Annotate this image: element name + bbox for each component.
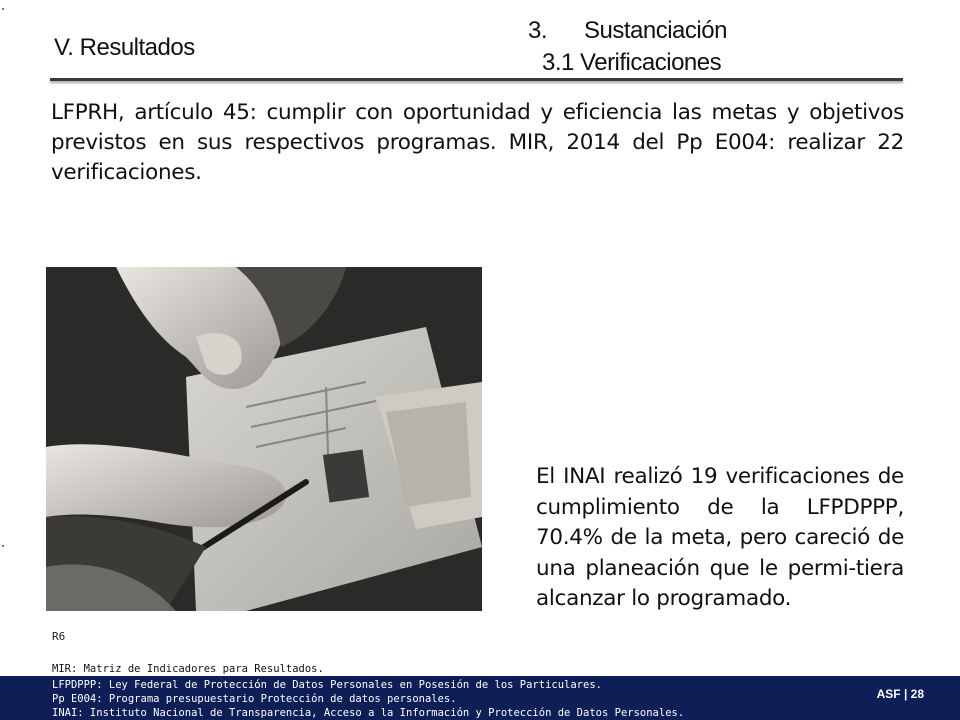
heading-title: Sustanciación bbox=[584, 17, 727, 44]
heading-line bbox=[528, 14, 768, 48]
page-label: ASF | 28 bbox=[876, 687, 924, 701]
footer-notes bbox=[52, 678, 842, 720]
footnote-pp: Pp E004: Programa presupuestario Protección de datos personales. bbox=[52, 693, 457, 705]
footnote-inai: INAI: Instituto Nacional de Transparencia, Acceso a la Información y Protección de Datos Personales. bbox=[52, 707, 685, 719]
footer-bar bbox=[0, 676, 960, 720]
footnote-mir: MIR: Matriz de Indicadores para Resultados. bbox=[52, 663, 324, 675]
document-signing-photo bbox=[46, 267, 482, 611]
slide-heading bbox=[528, 14, 768, 78]
heading-number: 3. bbox=[528, 17, 548, 44]
footnotes bbox=[52, 662, 872, 676]
footnote-lfpdppp: LFPDPPP: Ley Federal de Protección de Datos Personales en Posesión de los Particulares. bbox=[52, 679, 602, 691]
heading-subtitle: 3.1 Verificaciones bbox=[542, 49, 722, 76]
edge-mark bbox=[2, 545, 4, 547]
document-photo bbox=[323, 449, 369, 502]
title-rule bbox=[50, 78, 903, 81]
edge-mark bbox=[2, 8, 4, 10]
intro-paragraph: LFPRH, artículo 45: cumplir con oportunidad y eficiencia las metas y objetivos previstos en sus respectivos programas. MIR, 2014 del Pp E004: realizar 22 verificaciones. bbox=[51, 100, 904, 185]
result-paragraph: El INAI realizó 19 verificaciones de cumplimiento de la LFPDPPP, 70.4% de la meta, pero careció de una planeación que le permi-tiera alcanzar lo programado. bbox=[536, 464, 904, 611]
photo-illustration bbox=[46, 267, 482, 611]
section-title: V. Resultados bbox=[54, 34, 195, 61]
reference-code: R6 bbox=[52, 630, 66, 643]
